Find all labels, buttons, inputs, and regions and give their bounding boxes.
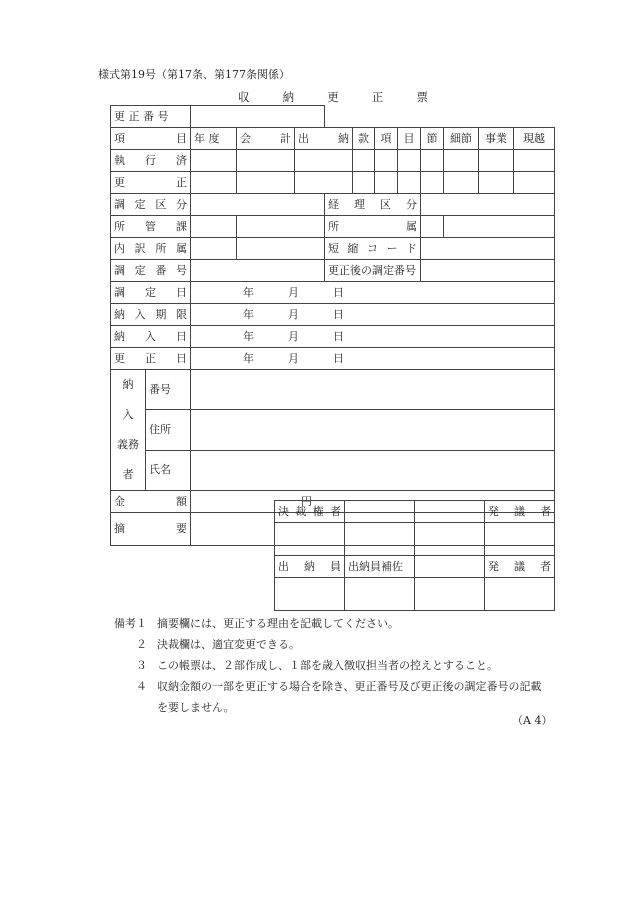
note-item: ２ 決裁欄は、適宜変更できる。 — [136, 638, 300, 651]
date-row-label: 納 入 日 — [111, 326, 191, 348]
cell[interactable] — [479, 150, 514, 172]
keiri-kubun-label: 経 理 区 分 — [325, 194, 421, 216]
gimusha-label: 納 入 義務者 — [111, 370, 146, 491]
shozoku-label: 所 属 — [325, 216, 421, 238]
moku-header: 目 — [398, 128, 421, 150]
cell[interactable] — [295, 150, 353, 172]
kou-header: 項 — [375, 128, 398, 150]
date-field[interactable]: 年 月 日 — [191, 282, 555, 304]
cell[interactable] — [398, 150, 421, 172]
stamp-cell[interactable] — [485, 578, 555, 611]
stamp-cell[interactable] — [415, 523, 485, 556]
yen-unit: 円 — [301, 494, 312, 508]
stamp-cell[interactable] — [485, 523, 555, 556]
date-field[interactable]: 年 月 日 — [191, 304, 555, 326]
tanshuku-code-label: 短 縮 コ ー ド — [325, 238, 421, 260]
gimusha-jusho-field[interactable] — [191, 410, 555, 450]
paper-size: （A 4） — [512, 714, 553, 727]
form-title — [238, 89, 428, 105]
keiri-kubun-field[interactable] — [421, 194, 555, 216]
gimusha-bango-label: 番号 — [146, 370, 191, 410]
date-row-label: 調 定 日 — [111, 282, 191, 304]
gimusha-shimei-label: 氏名 — [146, 450, 191, 490]
tekiyo-label: 摘 要 — [111, 513, 191, 546]
date-field[interactable]: 年 月 日 — [191, 326, 555, 348]
cell[interactable] — [444, 172, 479, 194]
form-number: 様式第19号（第17条、第177条関係） — [98, 68, 290, 81]
jigyo-header: 事業 — [479, 128, 514, 150]
kosei-bango-field[interactable] — [191, 106, 325, 128]
cell[interactable] — [421, 150, 444, 172]
note-item: ３ この帳票は、２部作成し、１部を歳入徴収担当者の控えとすること。 — [136, 659, 498, 672]
suinoin-hosa-label: 出納員補佐 — [345, 556, 415, 578]
stamp-cell[interactable] — [275, 578, 345, 611]
hatsugisha-label: 発 議 者 — [485, 501, 555, 523]
cell[interactable] — [191, 238, 237, 260]
cell[interactable] — [191, 172, 237, 194]
title-char: 収 — [238, 90, 250, 104]
chotei-bango-field[interactable] — [191, 260, 325, 282]
cell[interactable] — [514, 150, 555, 172]
tanshuku-code-field[interactable] — [421, 238, 555, 260]
cell[interactable] — [444, 216, 555, 238]
gimusha-jusho-label: 住所 — [146, 410, 191, 450]
koseigo-chotei-label: 更正後の調定番号 — [325, 260, 421, 282]
note-item: ４ 収納金額の一部を更正する場合を除き、更正番号及び更正後の調定番号の記載 — [136, 680, 542, 693]
komoku-label: 項 目 — [111, 128, 191, 150]
cell[interactable] — [295, 172, 353, 194]
cell[interactable] — [421, 216, 444, 238]
cell[interactable] — [237, 238, 325, 260]
title-char: 票 — [416, 90, 428, 104]
kosei-bango-label: 更 正 番 号 — [111, 106, 191, 128]
cell[interactable] — [421, 172, 444, 194]
title-char: 納 — [282, 90, 295, 104]
cell[interactable] — [398, 172, 421, 194]
kingaku-label: 金 額 — [111, 491, 191, 513]
cell[interactable] — [415, 501, 485, 523]
hatsugisha-label: 発 議 者 — [485, 556, 555, 578]
genetsu-header: 現越 — [514, 128, 555, 150]
note-item: 備考１ 摘要欄には、更正する理由を記載してください。 — [114, 617, 399, 630]
nendo-header: 年 度 — [191, 128, 237, 150]
cell[interactable] — [353, 150, 375, 172]
kessaikensha-label: 決裁権者 — [275, 501, 345, 523]
cell[interactable] — [237, 150, 295, 172]
title-char: 更 — [327, 90, 339, 104]
kaikei-header: 会 計 — [237, 128, 295, 150]
date-row-label: 更 正 日 — [111, 348, 191, 370]
cell[interactable] — [191, 216, 237, 238]
cell[interactable] — [191, 150, 237, 172]
cell[interactable] — [345, 501, 415, 523]
gimusha-shimei-field[interactable] — [191, 450, 555, 490]
suinou-header: 出 納 — [295, 128, 353, 150]
cell[interactable] — [375, 150, 398, 172]
date-row-label: 納 入 期 限 — [111, 304, 191, 326]
uchiwake-shozoku-label: 内 訳 所 属 — [111, 238, 191, 260]
main-form-table — [110, 105, 555, 546]
cell[interactable] — [479, 172, 514, 194]
chotei-kubun-label: 調 定 区 分 — [111, 194, 191, 216]
cell[interactable] — [353, 172, 375, 194]
kosei-label: 更 正 — [111, 172, 191, 194]
notes — [107, 613, 542, 718]
chotei-kubun-field[interactable] — [191, 194, 325, 216]
shokanka-label: 所 管 課 — [111, 216, 191, 238]
kan-header: 款 — [353, 128, 375, 150]
note-item: を要しません。 — [157, 701, 235, 714]
stamp-cell[interactable] — [415, 578, 485, 611]
stamp-cell[interactable] — [345, 523, 415, 556]
suinoin-label: 出 納 員 — [275, 556, 345, 578]
cell[interactable] — [444, 150, 479, 172]
chotei-bango-label: 調 定 番 号 — [111, 260, 191, 282]
stamp-cell[interactable] — [275, 523, 345, 556]
title-char: 正 — [371, 90, 384, 104]
cell[interactable] — [375, 172, 398, 194]
koseigo-chotei-field[interactable] — [421, 260, 555, 282]
setsu-header: 節 — [421, 128, 444, 150]
cell[interactable] — [514, 172, 555, 194]
cell[interactable] — [237, 216, 325, 238]
gimusha-bango-field[interactable] — [191, 370, 555, 410]
cell[interactable] — [237, 172, 295, 194]
stamp-cell[interactable] — [345, 578, 415, 611]
date-field[interactable]: 年 月 日 — [191, 348, 555, 370]
cell[interactable] — [415, 556, 485, 578]
saisetsu-header: 細節 — [444, 128, 479, 150]
shikozumi-label: 執 行 済 — [111, 150, 191, 172]
approval-table — [274, 500, 555, 611]
